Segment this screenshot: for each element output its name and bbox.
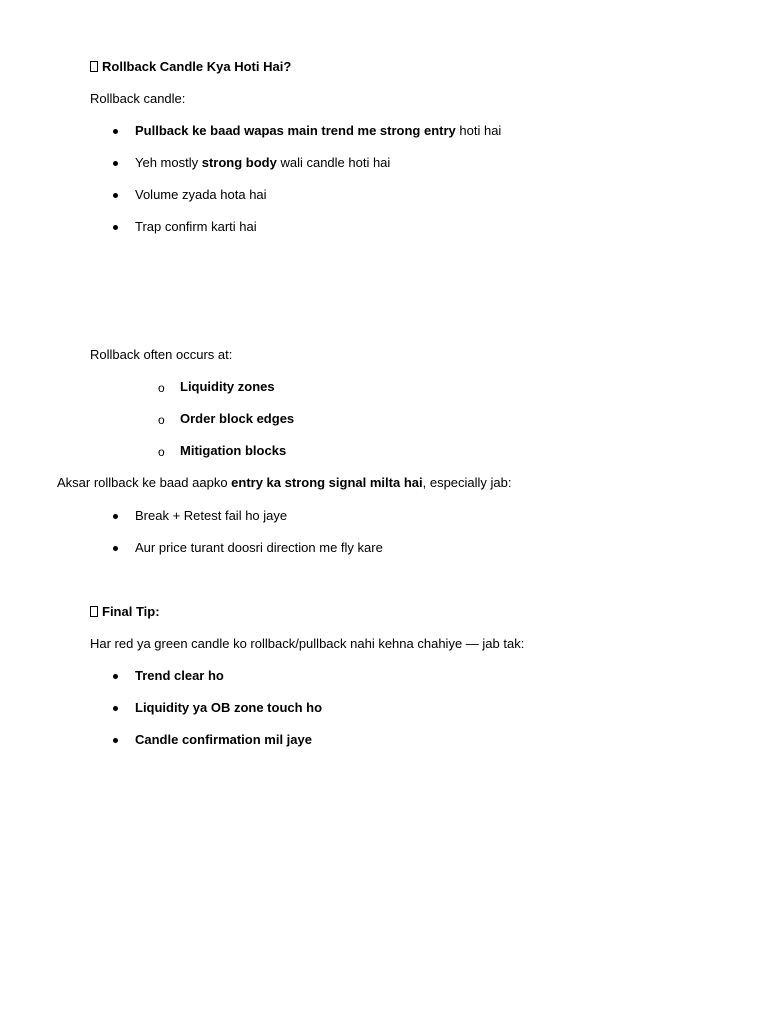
- bullet-icon: [113, 546, 118, 551]
- circle-bullet-icon: o: [158, 413, 165, 427]
- missing-glyph-icon: [90, 61, 98, 72]
- list-item: Liquidity ya OB zone touch ho: [135, 700, 323, 715]
- bullet-icon: [113, 129, 118, 134]
- occurs-text: Rollback often occurs at:: [90, 347, 233, 362]
- list-item: Volume zyada hota hai: [135, 187, 267, 202]
- list-item: Yeh mostly strong body wali candle hoti hai: [135, 155, 391, 170]
- missing-glyph-icon: [90, 606, 98, 617]
- intro-text: Rollback candle:: [90, 91, 186, 106]
- circle-bullet-icon: o: [158, 445, 165, 459]
- heading-rollback-candle: Rollback Candle Kya Hoti Hai?: [90, 59, 291, 75]
- list-item: Aur price turant doosri direction me fly kare: [135, 540, 383, 555]
- circle-bullet-icon: o: [158, 381, 165, 395]
- bullet-icon: [113, 193, 118, 198]
- bullet-icon: [113, 706, 118, 711]
- bullet-icon: [113, 161, 118, 166]
- heading-final-tip: Final Tip:: [90, 604, 160, 620]
- list-item: Candle confirmation mil jaye: [135, 732, 312, 747]
- tip-text: Har red ya green candle ko rollback/pullback nahi kehna chahiye — jab tak:: [90, 636, 525, 651]
- aksar-text: Aksar rollback ke baad aapko entry ka strong signal milta hai, especially jab:: [57, 475, 512, 490]
- list-item: Break + Retest fail ho jaye: [135, 508, 288, 523]
- bullet-icon: [113, 225, 118, 230]
- sublist-item: Liquidity zones: [180, 379, 275, 394]
- bullet-icon: [113, 514, 118, 519]
- bullet-icon: [113, 674, 118, 679]
- bullet-icon: [113, 738, 118, 743]
- list-item: Trend clear ho: [135, 668, 224, 683]
- list-item: Pullback ke baad wapas main trend me strong entry hoti hai: [135, 123, 502, 138]
- list-item: Trap confirm karti hai: [135, 219, 257, 234]
- sublist-item: Order block edges: [180, 411, 295, 426]
- sublist-item: Mitigation blocks: [180, 443, 287, 458]
